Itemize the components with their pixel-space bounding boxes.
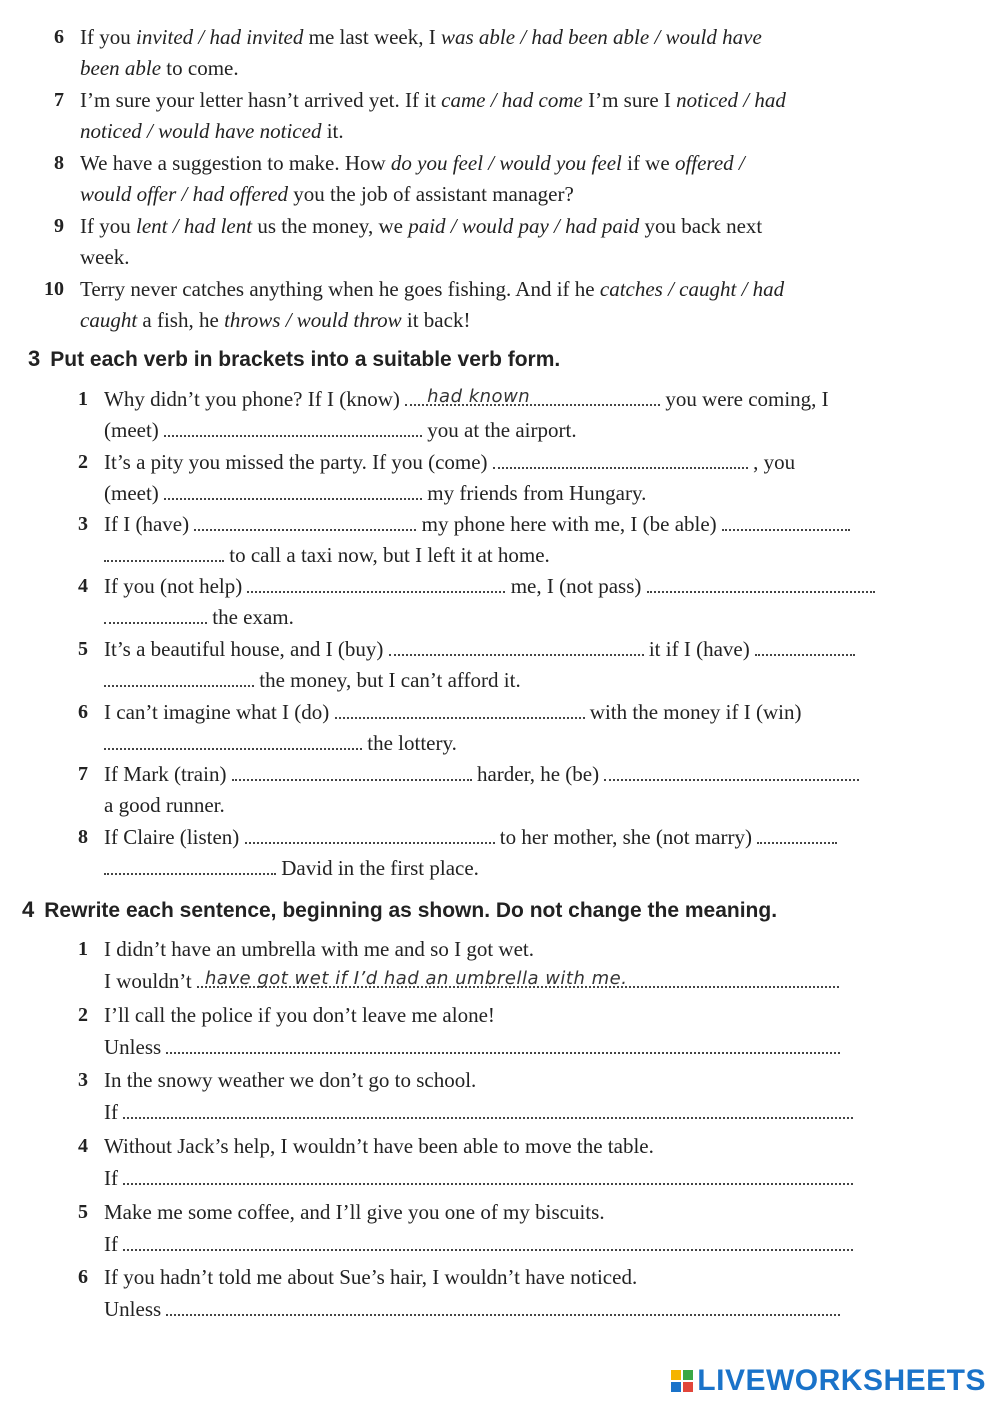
- item-sentence: If you hadn’t told me about Sue’s hair, I wouldn’t have noticed.: [104, 1265, 638, 1289]
- item-text: I’m sure your letter hasn’t arrived yet. If it came / had come I’m sure I noticed / had: [80, 88, 786, 112]
- answer-blank[interactable]: [104, 730, 362, 750]
- answer-blank[interactable]: [166, 1296, 840, 1316]
- item-text: Why didn’t you phone? If I (know): [104, 387, 400, 411]
- item-text: to call a taxi now, but I left it at home.: [229, 543, 550, 567]
- liveworksheets-logo[interactable]: [671, 1364, 986, 1398]
- answer-blank[interactable]: [722, 511, 850, 531]
- item-sentence: I didn’t have an umbrella with me and so I got wet.: [104, 937, 535, 961]
- answer-blank[interactable]: [164, 417, 422, 437]
- item-text: the lottery.: [367, 731, 457, 755]
- liveworksheets-grid-icon: [671, 1370, 693, 1392]
- item-text: (meet): [104, 481, 159, 505]
- answer-blank[interactable]: [123, 1165, 853, 1185]
- item-text: I can’t imagine what I (do): [104, 700, 330, 724]
- handwritten-answer: had known: [427, 386, 531, 407]
- handwritten-answer: have got wet if I’d had an umbrella with me.: [204, 968, 628, 989]
- item-text: the exam.: [212, 605, 294, 629]
- item-line: [104, 824, 837, 850]
- exercise-number: 3: [28, 346, 41, 371]
- item-sentence: Make me some coffee, and I’ll give you one of my biscuits.: [104, 1200, 605, 1224]
- answer-blank[interactable]: [405, 386, 660, 412]
- item-number: 8: [54, 152, 64, 174]
- item-text: my phone here with me, I (be able): [421, 512, 717, 536]
- item-line: [104, 604, 294, 630]
- item-number: 7: [78, 763, 88, 785]
- item-text: it if I (have): [648, 637, 750, 661]
- item-number: 7: [54, 89, 64, 111]
- sentence-start: I wouldn’t: [104, 969, 192, 993]
- item-text: If you invited / had invited me last week, I was able / had been able / would have: [80, 25, 762, 49]
- exercise-4-heading: [22, 897, 777, 924]
- item-text: harder, he (be): [476, 762, 600, 786]
- item-text: you were coming, I: [665, 387, 829, 411]
- sentence-start: If: [104, 1232, 118, 1256]
- item-line: [104, 417, 577, 443]
- item-number: 4: [78, 575, 88, 597]
- item-line: [104, 386, 829, 412]
- item-text: week.: [80, 245, 130, 269]
- item-line: [104, 968, 839, 994]
- sentence-start: If: [104, 1100, 118, 1124]
- item-text: Terry never catches anything when he goes fishing. And if he catches / caught / had: [80, 277, 785, 301]
- answer-blank[interactable]: [755, 636, 855, 656]
- item-sentence: Without Jack’s help, I wouldn’t have been able to move the table.: [104, 1134, 654, 1158]
- item-text: my friends from Hungary.: [427, 481, 647, 505]
- item-text: If you lent / had lent us the money, we paid / would pay / had paid you back next: [80, 214, 763, 238]
- item-line: [104, 449, 795, 475]
- answer-blank[interactable]: [104, 542, 224, 562]
- item-number: 4: [78, 1135, 88, 1157]
- item-text: with the money if I (win): [589, 700, 802, 724]
- answer-blank[interactable]: [194, 511, 416, 531]
- item-number: 5: [78, 1201, 88, 1223]
- item-text: (meet): [104, 418, 159, 442]
- item-number: 1: [78, 388, 88, 410]
- item-sentence: In the snowy weather we don’t go to school.: [104, 1068, 477, 1092]
- item-number: 1: [78, 938, 88, 960]
- logo-text: LIVEWORKSHEETS: [697, 1364, 986, 1397]
- item-number: 6: [78, 701, 88, 723]
- item-text: If Mark (train): [104, 762, 227, 786]
- item-text: would offer / had offered you the job of assistant manager?: [80, 182, 574, 206]
- item-text: It’s a pity you missed the party. If you (come): [104, 450, 488, 474]
- item-line: [104, 730, 457, 756]
- item-number: 3: [78, 1069, 88, 1091]
- item-number: 6: [78, 1266, 88, 1288]
- item-line: [104, 511, 850, 537]
- answer-blank[interactable]: [164, 480, 422, 500]
- item-sentence: I’ll call the police if you don’t leave me alone!: [104, 1003, 495, 1027]
- exercise-3-heading: [28, 346, 560, 373]
- item-number: 10: [44, 278, 64, 300]
- answer-blank[interactable]: [335, 699, 585, 719]
- item-text: If Claire (listen): [104, 825, 240, 849]
- item-line: [104, 855, 479, 881]
- item-text: It’s a beautiful house, and I (buy): [104, 637, 384, 661]
- item-line: [104, 761, 859, 787]
- answer-blank[interactable]: [245, 824, 495, 844]
- answer-blank[interactable]: [123, 1099, 853, 1119]
- item-text: to her mother, she (not marry): [499, 825, 753, 849]
- item-line: [104, 573, 875, 599]
- item-number: 3: [78, 513, 88, 535]
- answer-blank[interactable]: [757, 824, 837, 844]
- item-number: 8: [78, 826, 88, 848]
- item-text: If I (have): [104, 512, 190, 536]
- sentence-start: Unless: [104, 1297, 162, 1321]
- item-text: David in the first place.: [281, 856, 479, 880]
- item-text: you at the airport.: [427, 418, 577, 442]
- item-line: [104, 1231, 853, 1257]
- answer-blank[interactable]: [493, 449, 748, 469]
- exercise-instruction: Rewrite each sentence, beginning as shown. Do not change the meaning.: [44, 899, 778, 922]
- sentence-start: Unless: [104, 1035, 162, 1059]
- item-line: [104, 1296, 840, 1322]
- answer-blank[interactable]: [389, 636, 644, 656]
- item-number: 5: [78, 638, 88, 660]
- item-number: 9: [54, 215, 64, 237]
- item-text: me, I (not pass): [510, 574, 642, 598]
- item-line: [104, 1165, 853, 1191]
- item-text: the money, but I can’t afford it.: [259, 668, 521, 692]
- answer-blank[interactable]: [197, 968, 839, 994]
- answer-blank[interactable]: [247, 573, 505, 593]
- item-line: [104, 699, 801, 725]
- item-number: 2: [78, 451, 88, 473]
- item-text: a good runner.: [104, 793, 225, 817]
- answer-blank[interactable]: [104, 604, 207, 624]
- item-line: [104, 1034, 840, 1060]
- item-line: [104, 542, 550, 568]
- item-text: , you: [753, 450, 796, 474]
- item-line: [104, 792, 225, 818]
- item-text: noticed / would have noticed it.: [80, 119, 344, 143]
- answer-blank[interactable]: [647, 573, 875, 593]
- item-text: We have a suggestion to make. How do you feel / would you feel if we offered /: [80, 151, 745, 175]
- item-text: been able to come.: [80, 56, 239, 80]
- item-text: If you (not help): [104, 574, 243, 598]
- sentence-start: If: [104, 1166, 118, 1190]
- item-number: 2: [78, 1004, 88, 1026]
- item-line: [104, 636, 855, 662]
- answer-blank[interactable]: [604, 761, 859, 781]
- exercise-instruction: Put each verb in brackets into a suitable verb form.: [50, 348, 561, 371]
- item-number: 6: [54, 26, 64, 48]
- answer-blank[interactable]: [104, 667, 254, 687]
- exercise-number: 4: [22, 897, 35, 922]
- answer-blank[interactable]: [104, 855, 276, 875]
- item-text: caught a fish, he throws / would throw it back!: [80, 308, 471, 332]
- item-line: [104, 667, 521, 693]
- answer-blank[interactable]: [232, 761, 472, 781]
- answer-blank[interactable]: [166, 1034, 840, 1054]
- item-line: [104, 480, 646, 506]
- answer-blank[interactable]: [123, 1231, 853, 1251]
- item-line: [104, 1099, 853, 1125]
